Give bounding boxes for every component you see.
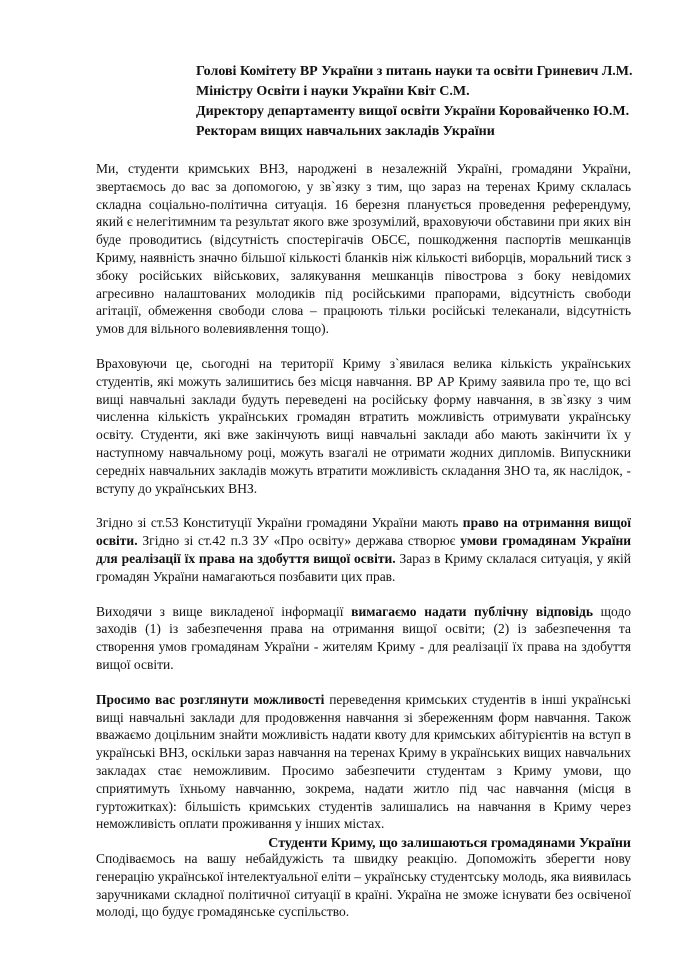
text-segment: переведення кримських студентів в інші українські вищі навчальні заклади для продовження навчання зі збереженням форм навчання. Також вважаємо доцільним знайти можливість надати квоту для кримських абітурієнтів на вступ в українські ВНЗ, оскільки зараз навчання на теренах Криму в українських вищих навчальних закладах стає неможливим. Просимо забезпечити студентам з Криму умови, що сприятимуть їхньому навчанню, зокрема, надати житло під час навчання (місця в гуртожитках): більшість кримських студентів залишались на навчання в Криму через неможливість оплати проживання у інших містах.: [96, 691, 631, 832]
letter-body: [96, 160, 631, 938]
emphasis-text: умови громадянам України для реалізації їх права на здобуття вищої освіти.: [96, 533, 631, 566]
paragraph-closing: Сподіваємось на вашу небайдужість та швидку реакцію. Допоможіть зберегти нову генерацію української інтелектуальної еліти – українську студентську молодь, яка виявилась заручниками складної політичної ситуації в країні. Україна не зможе існувати без освіченої молоді, що будує громадянське суспільство.: [96, 851, 631, 920]
emphasis-text: право на отримання вищої освіти.: [96, 515, 631, 549]
text-segment: Виходячи з вище викладеної інформації: [96, 603, 352, 619]
addressee-block: [196, 62, 656, 142]
paragraph-consequences: Враховуючи це, сьогодні на території Криму з`явилася велика кількість українських студентів, які можуть залишитись без місця навчання. ВР АР Криму заявила про те, що всі вищі навчальні заклади будуть переведені на російську форму навчання, в зв`язку з чим численна кількість українських громадян втратить можливість отримувати українську освіту. Студенти, які вже закінчують вищі навчальні заклади або мають закінчити їх у наступному навчальному році, можуть взагалі не отримати жодних дипломів. Випускники середніх навчальних закладів можуть втратити можливість складання ЗНО та, як наслідок, - вступу до українських ВНЗ.: [96, 355, 631, 496]
paragraph-demand: [96, 603, 631, 674]
addressee-line: Ректорам вищих навчальних закладів України: [196, 124, 495, 139]
paragraph-request: [96, 691, 631, 833]
paragraph-rights: [96, 514, 631, 585]
text-segment: Згідно зі ст.53 Конституції України громадяни України мають: [96, 515, 463, 531]
text-segment: Згідно зі ст.42 п.3 ЗУ «Про освіту» держава створює: [137, 533, 461, 549]
emphasis-text: вимагаємо надати публічну відповідь: [351, 603, 593, 619]
addressee-line: Директору департаменту вищої освіти України Коровайченко Ю.М.: [196, 104, 630, 119]
text-segment: щодо заходів (1) із забезпечення права на отримання вищої освіти; (2) із забезпечення та створення умов громадянам України - жителям Криму - для реалізації їх права на здобуття вищої освіти.: [96, 603, 632, 672]
addressee-line: Міністру Освіти і науки України Квіт С.М.: [196, 84, 470, 99]
addressee-line: Голові Комітету ВР України з питань науки та освіти Гриневич Л.М.: [196, 64, 633, 79]
text-segment: Зараз в Криму склалася ситуація, у якій громадян України намагаються позбавити цих прав.: [96, 550, 631, 584]
paragraph-situation: Ми, студенти кримських ВНЗ, народжені в незалежній Україні, громадяни України, звертаємось до вас за допомогою, у зв`язку з тим, що зараз на теренах Криму склалась складна соціально-політична ситуація. 16 березня планується проведення референдуму, який є нелегітимним та результат якого вже зрозумілий, враховуючи обставини при яких він буде проводитись (відсутність спостерігачів ОБСЄ, пошкодження паспортів мешканців Криму, наявність значно більшої кількості бланків ніж кількості виборців, моральний тиск з збоку російських військових, залякування мешканців півострова з боку невідомих агресивно налаштованих молодиків під російськими прапорами, відсутність свободи агітації, обмеження свободи слова – працюють тільки російські телеканали, відсутність умов для вільного волевиявлення тощо).: [96, 161, 631, 337]
signature: Студенти Криму, що залишаються громадянами України: [268, 836, 631, 851]
emphasis-text: Просимо вас розглянути можливості: [96, 691, 325, 707]
